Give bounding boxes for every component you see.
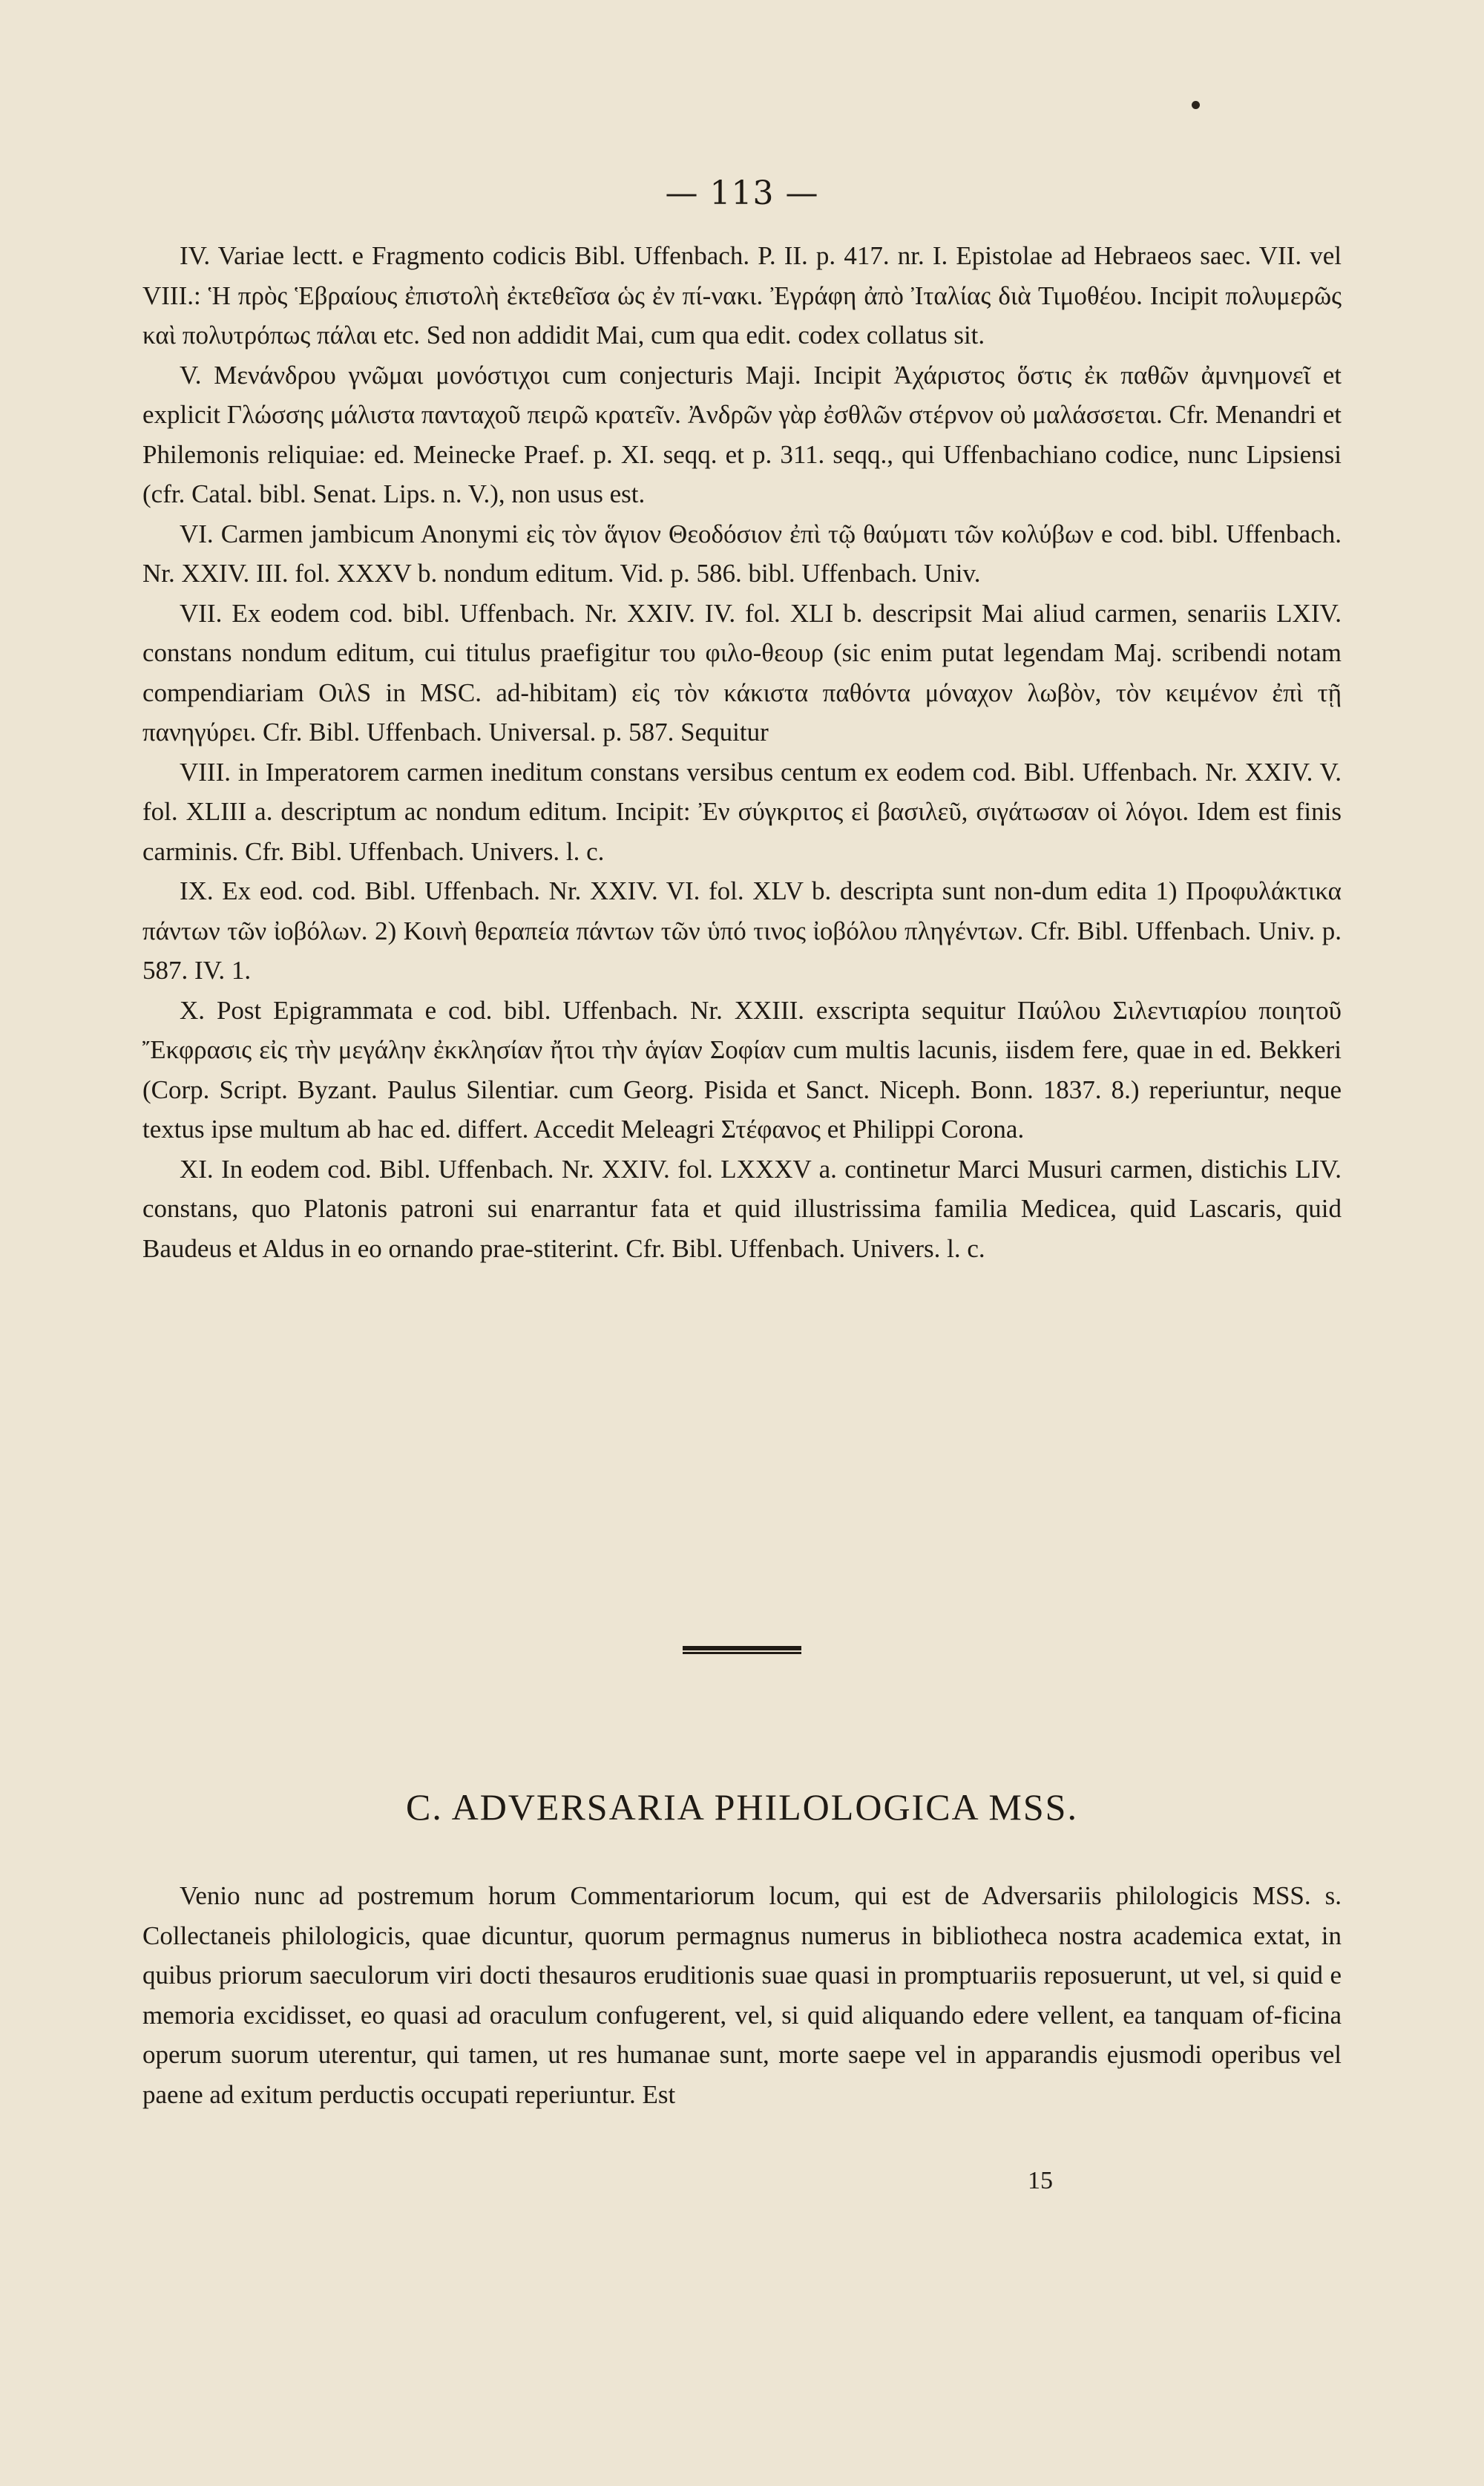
entry-viii: VIII. in Imperatorem carmen ineditum constans versibus centum ex eodem cod. Bibl. Uffenbach. Nr. XXIV. V. fol. XLIII a. descriptum ac nondum editum. Incipit: Ἐν σύγκριτος εἰ βασιλεῦ, σιγάτωσαν οἱ λόγοι. Idem est finis carminis. Cfr. Bibl. Uffenbach. Univers. l. c. <box>142 757 1342 866</box>
entry-v: V. Μενάνδρου γνῶμαι μονόστιχοι cum conjecturis Maji. Incipit Ἀχάριστος ὅστις ἐκ παθῶν ἀμνημονεῖ et explicit Γλώσσης μάλιστα πανταχοῦ πειρῶ κρατεῖν. Ἀνδρῶν γὰρ ἐσθλῶν στέρνον οὐ μαλάσσεται. Cfr. Menandri et Philemonis reliquiae: ed. Meinecke Praef. p. XI. seqq. et p. 311. seqq., qui Uffenbachiano codice, nunc Lipsiensi (cfr. Catal. bibl. Senat. Lips. n. V.), non usus est. <box>142 360 1342 508</box>
ink-dot <box>1192 101 1200 109</box>
entry-x: X. Post Epigrammata e cod. bibl. Uffenbach. Nr. XXIII. exscripta sequitur Παύλου Σιλεντιαρίου ποιητοῦ Ἔκφρασις εἰς τὴν μεγάλην ἐκκλησίαν ἤτοι τὴν ἁγίαν Σοφίαν cum multis lacunis, iisdem fere, quae in ed. Bekkeri (Corp. Script. Byzant. Paulus Silentiar. cum Georg. Pisida et Sanct. Niceph. Bonn. 1837. 8.) reperiuntur, neque textus ipse multum ab hac ed. differt. Accedit Meleagri Στέφανος et Philippi Corona. <box>142 995 1342 1144</box>
signature-mark: 15 <box>1028 2167 1053 2194</box>
entry-iv: IV. Variae lectt. e Fragmento codicis Bibl. Uffenbach. P. II. p. 417. nr. I. Epistolae ad Hebraeos saec. VII. vel VIII.: Ἡ πρὸς Ἑβραίους ἐπιστολὴ ἐκτεθεῖσα ὡς ἐν πί-νακι. Ἐγράφη ἀπὸ Ἰταλίας διὰ Τιμοθέου. Incipit πολυμερῶς καὶ πολυτρόπως πάλαι etc. Sed non addidit Mai, cum qua edit. codex collatus sit. <box>142 241 1342 350</box>
entries-list <box>142 236 1342 1268</box>
entry-xi: XI. In eodem cod. Bibl. Uffenbach. Nr. XXIV. fol. LXXXV a. continetur Marci Musuri carmen, distichis LIV. constans, quo Platonis patroni sui enarrantur fata et quid illustrissima familia Medicea, quid Lascaris, quid Baudeus et Aldus in eo ornando prae-stiterint. Cfr. Bibl. Uffenbach. Univers. l. c. <box>142 1154 1342 1263</box>
section-divider <box>683 1646 801 1654</box>
entry-vi: VI. Carmen jambicum Anonymi εἰς τὸν ἅγιον Θεοδόσιον ἐπὶ τῷ θαύματι τῶν κολύβων e cod. bibl. Uffenbach. Nr. XXIV. III. fol. XXXV b. nondum editum. Vid. p. 586. bibl. Uffenbach. Univ. <box>142 519 1342 588</box>
entry-ix: IX. Ex eod. cod. Bibl. Uffenbach. Nr. XXIV. VI. fol. XLV b. descripta sunt non-dum edita 1) Προφυλάκτικα πάντων τῶν ἰοβόλων. 2) Κοινὴ θεραπεία πάντων τῶν ὑπό τινος ἰοβόλου πληγέντων. Cfr. Bibl. Uffenbach. Univ. p. 587. IV. 1. <box>142 876 1342 985</box>
body-paragraph: Venio nunc ad postremum horum Commentariorum locum, qui est de Adversariis philologicis MSS. s. Collectaneis philologicis, quae dicuntur, quorum permagnus numerus in bibliotheca nostra academica extat, in quibus priorum saeculorum viri docti thesauros eruditionis suae quasi in promptuariis reposuerunt, ut vel, si quid e memoria excidisset, eo quasi ad oraculum confugerent, vel, si quid aliquando edere vellent, ea tanquam of-ficina operum suorum uterentur, qui tamen, ut res humanae sunt, morte saepe vel in apparandis ejusmodi operibus vel paene ad exitum perductis occupati reperiuntur. Est <box>142 1881 1342 2109</box>
section-title: C. ADVERSARIA PHILOLOGICA MSS. <box>406 1786 1078 1828</box>
entry-vii: VII. Ex eodem cod. bibl. Uffenbach. Nr. XXIV. IV. fol. XLI b. descripsit Mai aliud carmen, senariis LXIV. constans nondum editum, cui titulus praefigitur του φιλο-θεουρ (sic enim putat legendam Maj. scribendi notam compendiariam ΟιλS in MSC. ad-hibitam) εἰς τὸν κάκιστα παθόντα μόναχον λωβὸν, τὸν κειμένον ἐπὶ τῇ πανηγύρει. Cfr. Bibl. Uffenbach. Universal. p. 587. Sequitur <box>142 598 1342 747</box>
body-text <box>142 1876 1342 2114</box>
page-number: — 113 — <box>665 174 819 212</box>
